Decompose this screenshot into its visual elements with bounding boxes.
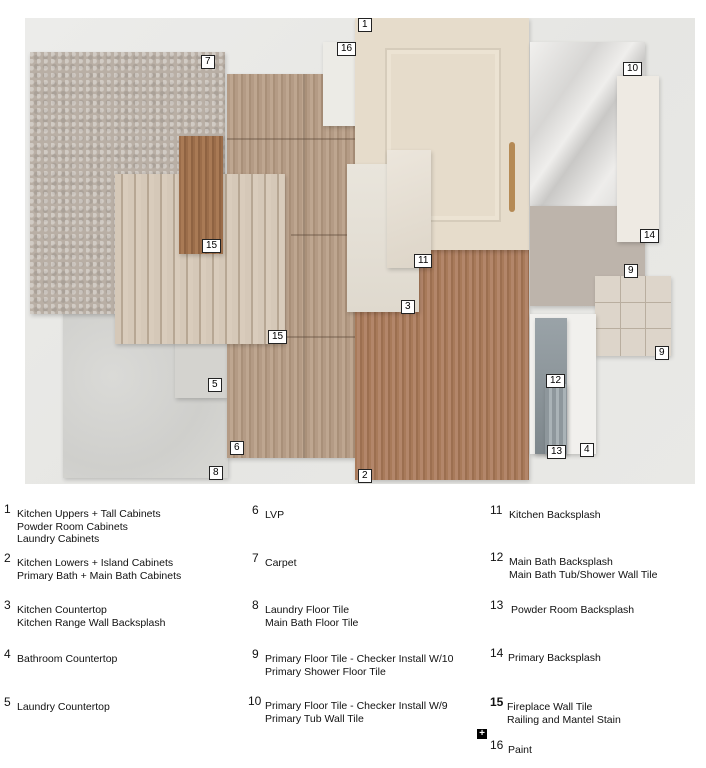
legend-line: Paint — [508, 744, 532, 756]
legend-number: 5 — [4, 695, 11, 709]
legend-number: 14 — [490, 646, 504, 660]
swatch-kitchen-backsplash — [387, 150, 431, 268]
legend-line: Main Bath Backsplash — [509, 556, 613, 568]
legend-line: Bathroom Countertop — [17, 653, 118, 665]
legend-number: 11 — [490, 503, 503, 517]
tag-9-top: 9 — [624, 264, 638, 278]
legend-line: Kitchen Uppers + Tall Cabinets — [17, 508, 161, 520]
legend-line: Carpet — [265, 557, 297, 569]
legend-line: Kitchen Lowers + Island Cabinets — [17, 557, 174, 569]
tag-15-ribbed: 15 — [268, 330, 287, 344]
legend-number: 12 — [490, 550, 504, 564]
swatch-primary-backsplash — [617, 76, 659, 242]
legend-line: Primary Floor Tile - Checker Install W/9 — [265, 700, 448, 712]
legend-line: Kitchen Range Wall Backsplash — [17, 616, 166, 629]
tag-9-bottom: 9 — [655, 346, 669, 360]
legend-line: Primary Floor Tile - Checker Install W/10 — [265, 653, 454, 665]
tag-14: 14 — [640, 229, 659, 243]
legend-line: Powder Room Cabinets — [17, 520, 128, 533]
legend-line: Laundry Floor Tile — [265, 604, 350, 616]
legend-line: Primary Bath + Main Bath Cabinets — [17, 569, 182, 582]
tag-4: 4 — [580, 443, 594, 457]
tag-3: 3 — [401, 300, 415, 314]
tag-5: 5 — [208, 378, 222, 392]
legend-number: 10 — [248, 694, 262, 708]
legend-number: 4 — [4, 647, 11, 661]
legend-number: 3 — [4, 598, 11, 612]
legend-line: Main Bath Tub/Shower Wall Tile — [509, 568, 658, 581]
tag-13: 13 — [547, 445, 566, 459]
tag-11: 11 — [414, 254, 432, 268]
legend-line: LVP — [265, 509, 285, 521]
tag-10: 10 — [623, 62, 642, 76]
cabinet-handle — [509, 142, 515, 212]
tag-16: 16 — [337, 42, 356, 56]
legend-number: 2 — [4, 551, 11, 565]
tag-15-wood: 15 — [202, 239, 221, 253]
legend-line: Railing and Mantel Stain — [507, 713, 621, 726]
legend-line: Main Bath Floor Tile — [265, 616, 359, 629]
legend-line: Primary Tub Wall Tile — [265, 712, 364, 725]
tag-2: 2 — [358, 469, 372, 483]
tag-12: 12 — [546, 374, 565, 388]
tag-7: 7 — [201, 55, 215, 69]
legend-number: 9 — [252, 647, 259, 661]
tag-1: 1 — [358, 18, 372, 32]
legend-line: Powder Room Backsplash — [511, 604, 635, 616]
material-board-photo — [25, 18, 695, 484]
legend-line: Primary Shower Floor Tile — [265, 665, 386, 678]
tag-8: 8 — [209, 466, 223, 480]
swatch-railing-mantel-stain — [179, 136, 223, 254]
legend-line: Kitchen Countertop — [17, 604, 107, 616]
legend-number: 16 — [490, 738, 504, 752]
plus-icon: + — [477, 729, 487, 739]
legend-number: 13 — [490, 598, 504, 612]
legend-number: 8 — [252, 598, 259, 612]
legend-number: 15 — [490, 695, 504, 709]
legend-line: Laundry Cabinets — [17, 533, 100, 545]
legend-number: 6 — [252, 503, 259, 517]
legend-line: Fireplace Wall Tile — [507, 701, 593, 713]
legend-number: 7 — [252, 551, 259, 565]
legend-number: 1 — [4, 502, 11, 516]
swatch-primary-checker-tile — [595, 276, 671, 356]
swatch-powder-room-backsplash — [545, 384, 567, 454]
legend-line: Primary Backsplash — [508, 652, 601, 664]
legend-line: Laundry Countertop — [17, 701, 110, 713]
legend-line: Kitchen Backsplash — [509, 509, 601, 521]
tag-6: 6 — [230, 441, 244, 455]
